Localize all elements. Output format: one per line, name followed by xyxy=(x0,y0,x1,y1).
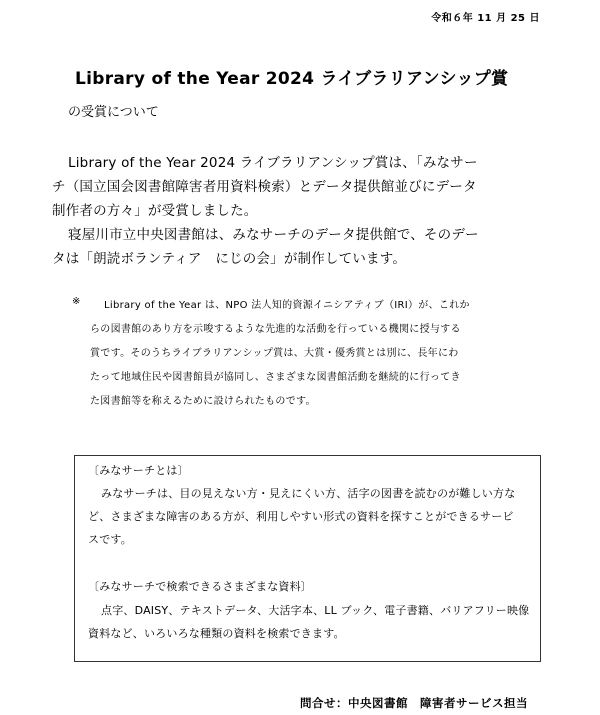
document-date: 令和６年 11 月 25 日 xyxy=(431,13,540,24)
note-line: 賞です。そのうちライブラリアンシップ賞は、大賞・優秀賞とは別に、長年にわ xyxy=(90,348,459,359)
note-line: らの図書館のあり方を示唆するような先進的な活動を行っている機関に授与する xyxy=(90,324,461,335)
document-subtitle: の受賞について xyxy=(68,105,159,120)
note-line: たって地域住民や図書館員が協同し、さまざまな図書館活動を継続的に行ってき xyxy=(90,372,461,383)
info-line: ど、さまざまな障害のある方が、利用しやすい形式の資料を探すことができるサービ xyxy=(88,510,514,523)
info-heading-materials: 〔みなサーチで検索できるさまざまな資料〕 xyxy=(88,580,312,593)
contact-info: 問合せ：中央図書館 障害者サービス担当 xyxy=(300,696,528,710)
body-line: Library of the Year 2024 ライブラリアンシップ賞は、「みなサー xyxy=(68,155,478,171)
body-line: タは「朗読ボランティア にじの会」が制作しています。 xyxy=(52,251,407,267)
body-line: 寝屋川市立中央図書館は、みなサーチのデータ提供館で、そのデー xyxy=(68,227,479,243)
info-line: みなサーチは、目の見えない方・見えにくい方、活字の図書を読むのが難しい方な xyxy=(101,487,516,500)
info-line: スです。 xyxy=(88,533,132,546)
body-line: チ（国立国会図書館障害者用資料検索）とデータ提供館並びにデータ xyxy=(52,179,477,195)
info-line: 点字、DAISY、テキストデータ、大活字本、LL ブック、電子書籍、バリアフリー映像 xyxy=(101,604,530,617)
info-line: 資料など、いろいろな種類の資料を検索できます。 xyxy=(88,627,345,640)
note-mark: ※ xyxy=(72,296,81,307)
document-title: Library of the Year 2024 ライブラリアンシップ賞 xyxy=(75,69,509,89)
body-line: 制作者の方々」が受賞しました。 xyxy=(52,203,258,219)
note-line: た図書館等を称えるために設けられたものです。 xyxy=(90,396,316,407)
note-line: Library of the Year は、NPO 法人知的資源イニシアティブ（IRI）が、これか xyxy=(104,300,470,311)
info-heading-about: 〔みなサーチとは〕 xyxy=(88,464,189,477)
minasearch-info-box xyxy=(74,455,541,662)
